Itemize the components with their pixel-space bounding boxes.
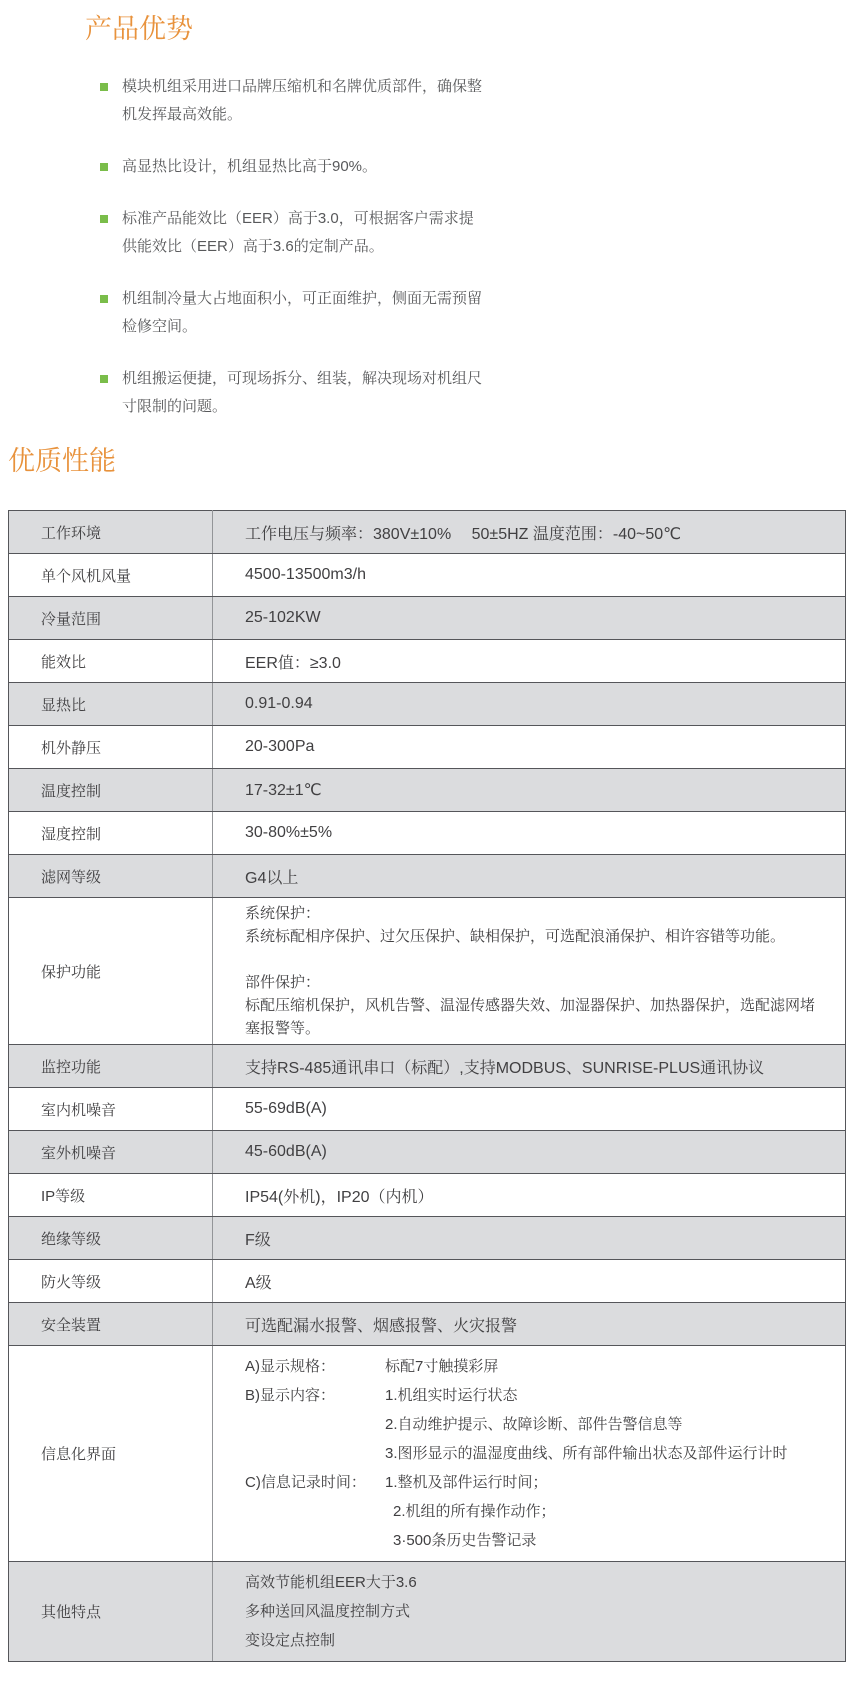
table-row [9,1260,846,1303]
bullet-square-icon [100,163,108,171]
list-item [100,73,500,129]
spec-value: 17-32±1℃ [213,769,846,812]
other-feature-line: 多种送回风温度控制方式 [245,1603,411,1620]
info-line-label [245,1410,385,1439]
spec-label: 能效比 [9,640,213,683]
spec-label: 其他特点 [9,1562,213,1662]
spec-label: IP等级 [9,1174,213,1217]
spec-label: 防火等级 [9,1260,213,1303]
info-line [245,1381,825,1410]
protection-line [245,948,825,971]
table-row [9,1045,846,1088]
advantage-text: 机组制冷量大占地面积小，可正面维护，侧面无需预留检修空间。 [122,290,483,335]
spec-value: F级 [213,1217,846,1260]
info-line [245,1352,825,1381]
advantage-text: 模块机组采用进口品牌压缩机和名牌优质部件，确保整机发挥最高效能。 [122,78,483,123]
info-line [245,1410,825,1439]
spec-label: 保护功能 [9,898,213,1045]
list-item [100,205,500,261]
info-line-text: 2.自动维护提示、故障诊断、部件告警信息等 [385,1416,683,1433]
table-row [9,1131,846,1174]
advantage-text: 高显热比设计，机组显热比高于90%。 [122,158,378,175]
spec-value: 20-300Pa [213,726,846,769]
info-line-label [245,1439,385,1468]
info-line [245,1497,825,1526]
table-row [9,855,846,898]
spec-value: 4500-13500m3/h [213,554,846,597]
info-line-text: 1.机组实时运行状态 [385,1387,518,1404]
info-line-label: A)显示规格： [245,1358,336,1375]
spec-label: 单个风机风量 [9,554,213,597]
info-line-text: 3.图形显示的温湿度曲线、所有部件输出状态及部件运行计时 [385,1445,788,1462]
spec-value: 25-102KW [213,597,846,640]
bullet-square-icon [100,295,108,303]
spec-label: 机外静压 [9,726,213,769]
spec-label: 冷量范围 [9,597,213,640]
spec-label: 温度控制 [9,769,213,812]
table-row [9,726,846,769]
spec-label: 湿度控制 [9,812,213,855]
spec-value: 0.91-0.94 [213,683,846,726]
spec-label: 室内机噪音 [9,1088,213,1131]
spec-value: IP54(外机)，IP20（内机） [213,1174,846,1217]
info-line [245,1526,825,1555]
spec-value: 工作电压与频率：380V±10% 50±5HZ 温度范围：-40~50℃ [213,511,846,554]
protection-line: 部件保护： [245,974,321,991]
info-line-label: C)信息记录时间： [245,1474,366,1491]
info-line-label [245,1526,393,1555]
table-row [9,812,846,855]
info-line-text: 1.整机及部件运行时间； [385,1474,548,1491]
table-row [9,554,846,597]
spec-value: EER值：≥3.0 [213,640,846,683]
info-line-text: 3·500条历史告警记录 [393,1532,537,1549]
product-spec-page [0,13,850,1704]
bullet-square-icon [100,375,108,383]
table-row [9,769,846,812]
info-line [245,1468,825,1497]
spec-value: A级 [213,1260,846,1303]
spec-label: 室外机噪音 [9,1131,213,1174]
spec-label: 信息化界面 [9,1346,213,1562]
table-row [9,1217,846,1260]
spec-label: 监控功能 [9,1045,213,1088]
table-row [9,597,846,640]
spec-value [213,1346,846,1562]
spec-value: 支持RS-485通讯串口（标配）,支持MODBUS、SUNRISE-PLUS通讯协议 [213,1045,846,1088]
spec-value: 45-60dB(A) [213,1131,846,1174]
spec-value [213,898,846,1045]
advantage-text: 机组搬运便捷，可现场拆分、组装，解决现场对机组尺寸限制的问题。 [122,370,483,415]
section-title-performance: 优质性能 [8,446,116,476]
protection-line: 系统标配相序保护、过欠压保护、缺相保护，可选配浪涌保护、相许容错等功能。 [245,928,786,945]
info-line-text: 2.机组的所有操作动作； [393,1503,556,1520]
table-row-other-features [9,1562,846,1662]
info-line-label [245,1497,393,1526]
section-title-product-advantages: 产品优势 [85,14,193,44]
list-item [100,365,500,421]
table-row [9,1174,846,1217]
table-row-protection [9,898,846,1045]
info-line-text: 标配7寸触摸彩屏 [385,1358,499,1375]
spec-value: 30-80%±5% [213,812,846,855]
other-feature-line: 高效节能机组EER大于3.6 [245,1574,417,1591]
spec-label: 工作环境 [9,511,213,554]
table-row [9,511,846,554]
table-row [9,1088,846,1131]
other-feature-line: 变设定点控制 [245,1632,336,1649]
spec-value: G4以上 [213,855,846,898]
bullet-square-icon [100,83,108,91]
spec-value [213,1562,846,1662]
table-row [9,1303,846,1346]
advantage-text: 标准产品能效比（EER）高于3.0，可根据客户需求提供能效比（EER）高于3.6的定制产品。 [122,210,474,255]
bullet-square-icon [100,215,108,223]
list-item [100,153,500,181]
spec-value: 可选配漏水报警、烟感报警、火灾报警 [213,1303,846,1346]
table-row [9,640,846,683]
table-row-information-ui [9,1346,846,1562]
spec-table [8,510,846,1662]
spec-label: 绝缘等级 [9,1217,213,1260]
info-line-label: B)显示内容： [245,1387,336,1404]
list-item [100,285,500,341]
protection-line: 系统保护： [245,905,321,922]
protection-line: 标配压缩机保护，风机告警、温湿传感器失效、加湿器保护、加热器保护，选配滤网堵塞报警等。 [245,997,816,1037]
spec-label: 显热比 [9,683,213,726]
advantages-list [100,73,500,421]
spec-value: 55-69dB(A) [213,1088,846,1131]
info-line [245,1439,825,1468]
spec-label: 滤网等级 [9,855,213,898]
spec-label: 安全装置 [9,1303,213,1346]
table-row [9,683,846,726]
